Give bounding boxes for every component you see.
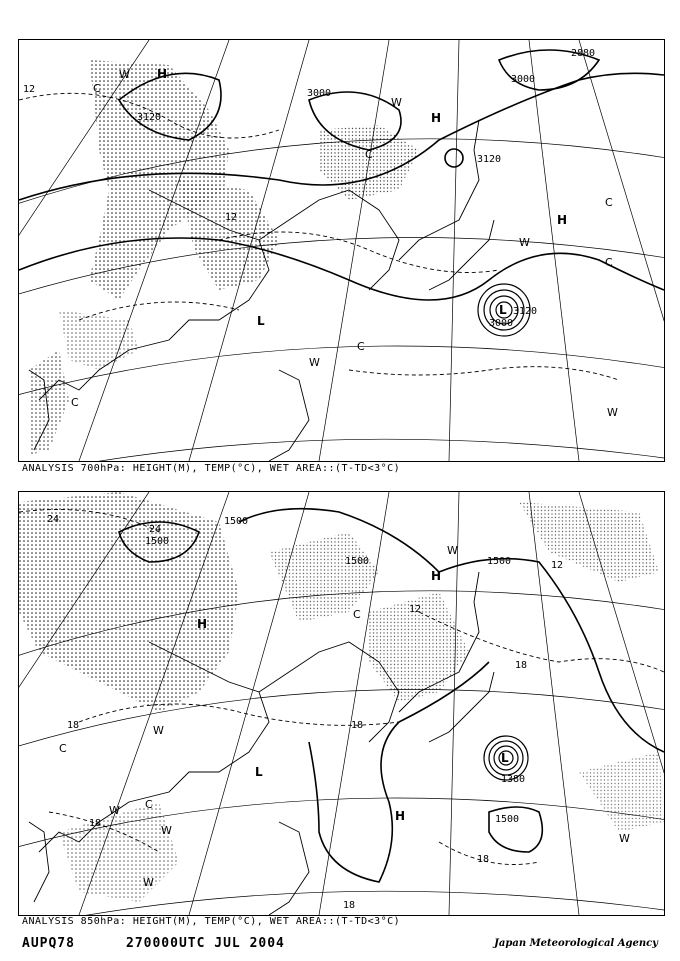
temp-label: 12 [225, 212, 238, 223]
height-label: 1500 [224, 516, 249, 527]
temp-label: 24 [149, 524, 162, 535]
cold-center: C [59, 742, 67, 755]
warm-center: W [519, 236, 530, 249]
wet-area [29, 60, 419, 455]
height-label: 3120 [137, 112, 162, 123]
warm-center: W [619, 832, 630, 845]
typhoon-center: L [499, 303, 507, 317]
height-label: 3120 [477, 154, 502, 165]
warm-center: W [143, 876, 154, 889]
valid-time: 270000UTC JUL 2004 [126, 936, 285, 951]
height-label: 3000 [307, 88, 332, 99]
map-850hpa [19, 492, 664, 915]
cold-center: C [93, 82, 101, 95]
cold-center: C [357, 340, 365, 353]
height-label: 3120 [513, 306, 538, 317]
warm-center: W [607, 406, 618, 419]
warm-center: W [119, 68, 130, 81]
map-700hpa [19, 40, 664, 461]
temp-label: 18 [343, 900, 356, 911]
warm-center: W [109, 804, 120, 817]
warm-center: W [153, 724, 164, 737]
cold-center: C [353, 608, 361, 621]
high-pressure-center: H [557, 213, 568, 227]
temp-label: 18 [477, 854, 490, 865]
temp-label: 18 [515, 660, 528, 671]
cold-center: C [71, 396, 79, 409]
temp-label: 12 [23, 84, 36, 95]
height-label: 1500 [145, 536, 170, 547]
height-label: 2880 [571, 48, 596, 59]
cold-center: C [605, 256, 613, 269]
high-pressure-center: H [395, 809, 406, 823]
caption-850hpa: ANALYSIS 850hPa: HEIGHT(M), TEMP(°C), WET AREA::(T-TD<3°C) [22, 916, 401, 927]
temp-label: 12 [409, 604, 422, 615]
high-pressure-center: H [431, 111, 442, 125]
agency-credit: Japan Meteorological Agency [494, 938, 658, 949]
cold-center: C [145, 798, 153, 811]
low-pressure-center: L [255, 765, 263, 779]
coastline [29, 120, 494, 461]
cold-center: C [365, 148, 373, 161]
temp-label: 24 [47, 514, 60, 525]
temp-label: 12 [551, 560, 564, 571]
height-label: 3000 [489, 318, 514, 329]
height-label: 3000 [511, 74, 536, 85]
warm-center: W [161, 824, 172, 837]
typhoon-center: L [501, 751, 509, 765]
temp-label: 18 [89, 818, 102, 829]
chart-id: AUPQ78 [22, 936, 75, 951]
height-label: 1500 [487, 556, 512, 567]
high-pressure-center: H [431, 569, 442, 583]
height-label: 1380 [501, 774, 526, 785]
warm-center: W [309, 356, 320, 369]
high-pressure-center: H [197, 617, 208, 631]
warm-center: W [447, 544, 458, 557]
warm-center: W [391, 96, 402, 109]
chart-850hpa [18, 491, 665, 916]
chart-700hpa [18, 39, 665, 462]
temp-label: 18 [67, 720, 80, 731]
temp-label: 18 [351, 720, 364, 731]
high-pressure-center: H [157, 67, 168, 81]
caption-700hpa: ANALYSIS 700hPa: HEIGHT(M), TEMP(°C), WET AREA::(T-TD<3°C) [22, 463, 401, 474]
height-label: 1500 [495, 814, 520, 825]
height-label: 1500 [345, 556, 370, 567]
cold-center: C [605, 196, 613, 209]
low-pressure-center: L [257, 314, 265, 328]
